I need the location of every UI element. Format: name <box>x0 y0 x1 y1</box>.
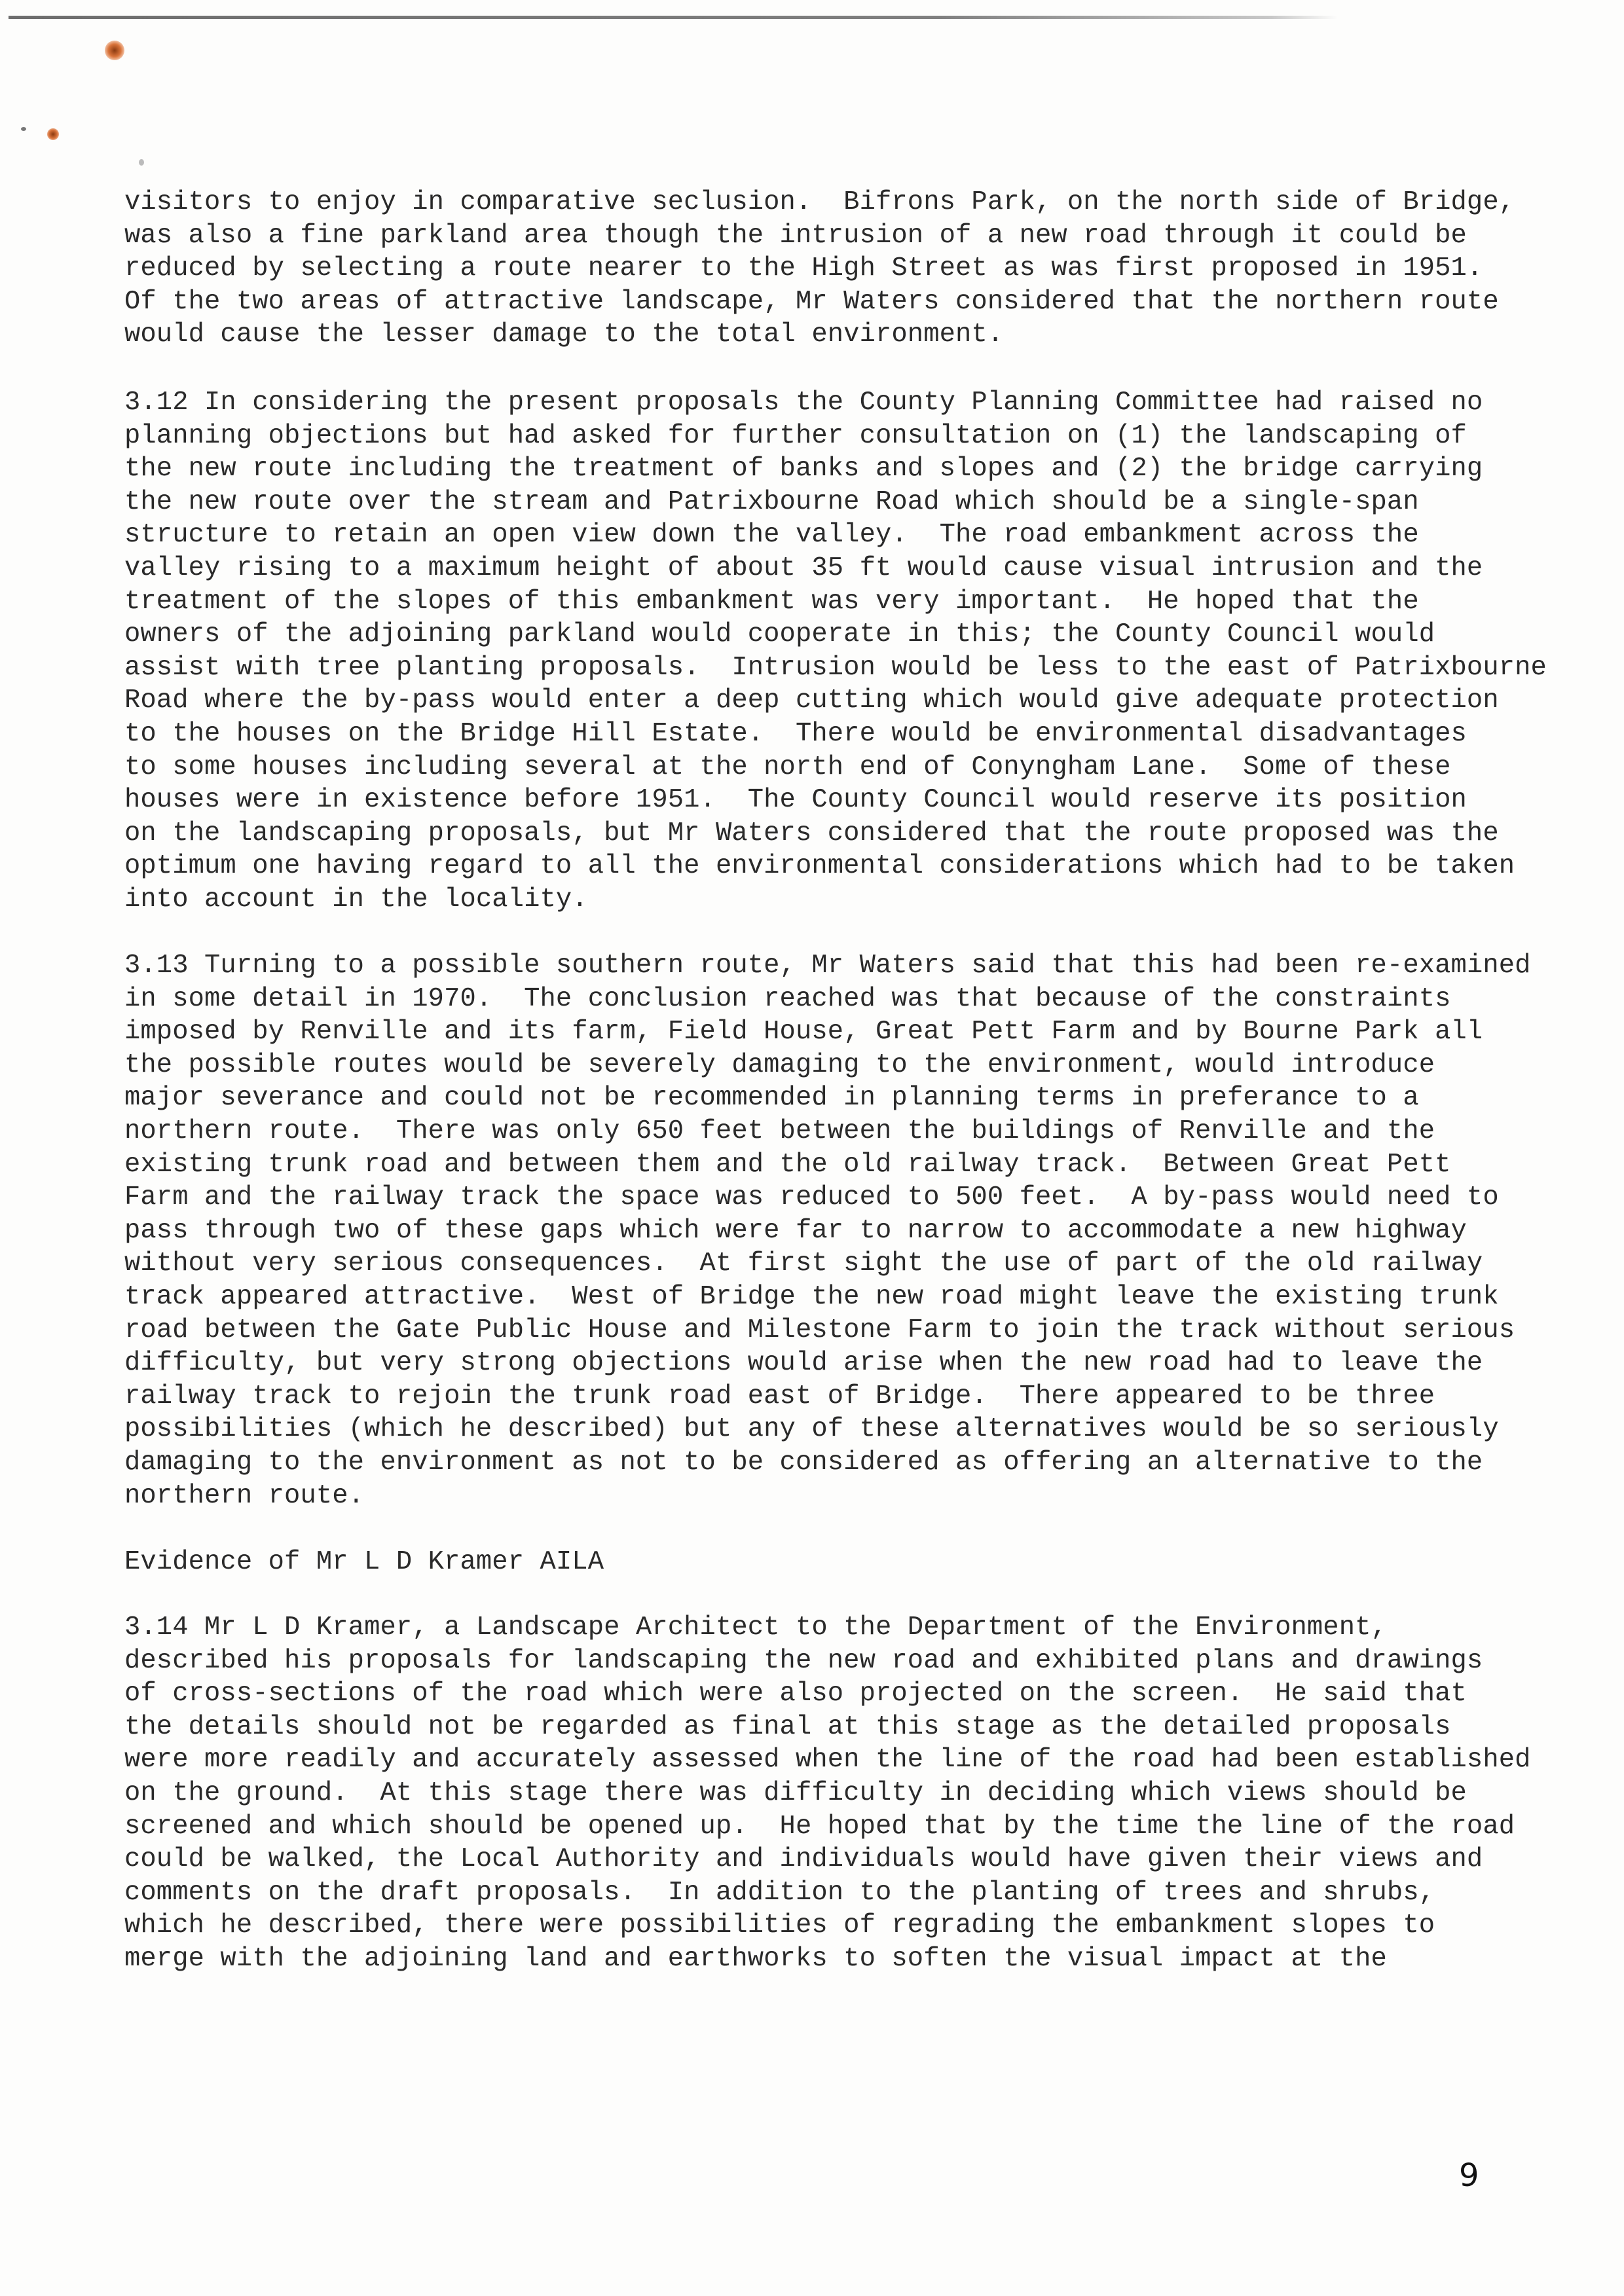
text-line: track appeared attractive. West of Bridge the new road might leave the existing trunk <box>124 1282 1499 1312</box>
text-line: the new route over the stream and Patrixbourne Road which should be a single-span <box>124 486 1419 517</box>
text-line: planning objections but had asked for further consultation on (1) the landscaping of <box>124 420 1467 451</box>
paragraph-text: Mr L D Kramer, a Landscape Architect to the Department of the Environment, <box>204 1613 1387 1643</box>
section-heading: Evidence of Mr L D Kramer AILA <box>124 1547 604 1577</box>
text-line: northern route. There was only 650 feet between the buildings of Renville and the <box>124 1116 1435 1146</box>
text-line: assist with tree planting proposals. Intrusion would be less to the east of Patrixbourne <box>124 652 1547 683</box>
text-line <box>124 1613 1387 1643</box>
text-line: possibilities (which he described) but any of these alternatives would be so seriously <box>124 1414 1499 1445</box>
rust-stain-mark <box>47 128 59 140</box>
ink-speck <box>139 159 144 166</box>
text-line: which he described, there were possibilities of regrading the embankment slopes to <box>124 1910 1435 1941</box>
text-line: the details should not be regarded as final at this stage as the detailed proposals <box>124 1711 1451 1742</box>
text-line: could be walked, the Local Authority and individuals would have given their views and <box>124 1844 1483 1875</box>
top-border-line <box>9 16 1338 19</box>
text-line: owners of the adjoining parkland would cooperate in this; the County Council would <box>124 619 1435 650</box>
paragraph-text: In considering the present proposals the County Planning Committee had raised no <box>204 388 1483 418</box>
text-line: to the houses on the Bridge Hill Estate. There would be environmental disadvantages <box>124 719 1467 749</box>
paragraph-number: 3.13 <box>124 951 189 981</box>
text-line: imposed by Renville and its farm, Field House, Great Pett Farm and by Bourne Park all <box>124 1017 1483 1048</box>
text-line: major severance and could not be recommended in planning terms in preferance to a <box>124 1083 1419 1114</box>
text-line: reduced by selecting a route nearer to the High Street as was first proposed in 1951. <box>124 253 1483 284</box>
text-line: railway track to rejoin the trunk road east of Bridge. There appeared to be three <box>124 1381 1435 1412</box>
text-line: treatment of the slopes of this embankment was very important. He hoped that the <box>124 586 1419 617</box>
text-line: pass through two of these gaps which were far to narrow to accommodate a new highway <box>124 1215 1467 1246</box>
text-line: without very serious consequences. At first sight the use of part of the old railway <box>124 1248 1483 1279</box>
text-line: difficulty, but very strong objections would arise when the new road had to leave the <box>124 1348 1483 1379</box>
text-line: valley rising to a maximum height of about 35 ft would cause visual intrusion and the <box>124 553 1483 583</box>
text-line: visitors to enjoy in comparative seclusion. Bifrons Park, on the north side of Bridge, <box>124 187 1515 217</box>
text-line: houses were in existence before 1951. The County Council would reserve its position <box>124 785 1467 816</box>
text-line: screened and which should be opened up. He hoped that by the time the line of the road <box>124 1811 1515 1842</box>
text-line: damaging to the environment as not to be considered as offering an alternative to the <box>124 1448 1483 1478</box>
paragraph-text: Turning to a possible southern route, Mr Waters said that this had been re-examined <box>204 951 1531 981</box>
text-line: on the landscaping proposals, but Mr Waters considered that the route proposed was the <box>124 818 1499 848</box>
paragraph-number: 3.14 <box>124 1613 189 1643</box>
text-line: optimum one having regard to all the environmental considerations which had to be taken <box>124 851 1515 882</box>
text-line: Of the two areas of attractive landscape, Mr Waters considered that the northern route <box>124 286 1499 317</box>
text-line: into account in the locality. <box>124 884 588 915</box>
text-line: northern route. <box>124 1480 365 1511</box>
text-line <box>124 388 1483 418</box>
rust-stain-mark <box>105 41 124 60</box>
text-line: to some houses including several at the north end of Conyngham Lane. Some of these <box>124 752 1451 782</box>
text-line: the possible routes would be severely damaging to the environment, would introduce <box>124 1049 1435 1080</box>
text-line: structure to retain an open view down the valley. The road embankment across the <box>124 520 1419 551</box>
text-line: road between the Gate Public House and Milestone Farm to join the track without serious <box>124 1315 1515 1345</box>
text-line: existing trunk road and between them and the old railway track. Between Great Pett <box>124 1149 1451 1180</box>
ink-speck <box>21 127 26 131</box>
text-line: in some detail in 1970. The conclusion reached was that because of the constraints <box>124 983 1451 1014</box>
text-line: on the ground. At this stage there was difficulty in deciding which views should be <box>124 1778 1467 1808</box>
paragraph-number: 3.12 <box>124 388 189 418</box>
text-line: were more readily and accurately assessed when the line of the road had been established <box>124 1745 1531 1776</box>
text-line: described his proposals for landscaping the new road and exhibited plans and drawings <box>124 1645 1483 1676</box>
text-line: was also a fine parkland area though the intrusion of a new road through it could be <box>124 220 1467 251</box>
text-line: would cause the lesser damage to the total environment. <box>124 319 1004 350</box>
text-line: the new route including the treatment of banks and slopes and (2) the bridge carrying <box>124 454 1483 484</box>
text-line: Farm and the railway track the space was reduced to 500 feet. A by-pass would need to <box>124 1182 1499 1213</box>
page-number: 9 <box>1459 2157 1479 2194</box>
text-line: of cross-sections of the road which were also projected on the screen. He said that <box>124 1679 1467 1709</box>
text-line: merge with the adjoining land and earthworks to soften the visual impact at the <box>124 1944 1387 1974</box>
text-line: Road where the by-pass would enter a deep cutting which would give adequate protection <box>124 685 1499 716</box>
text-line: comments on the draft proposals. In addition to the planting of trees and shrubs, <box>124 1877 1435 1908</box>
text-line <box>124 951 1531 981</box>
